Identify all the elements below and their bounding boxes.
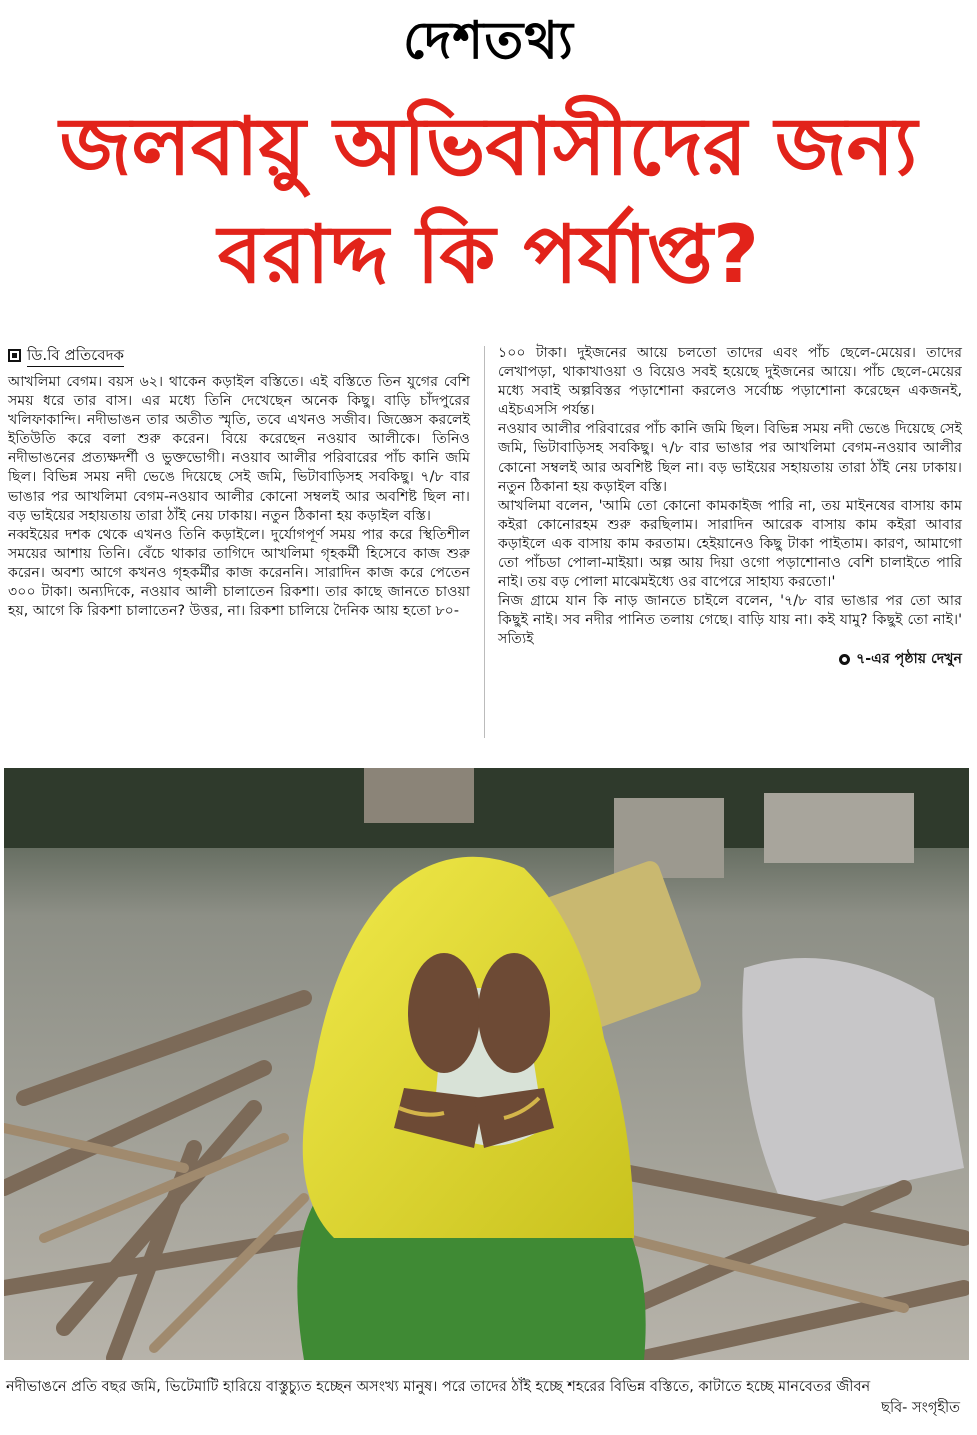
column-divider <box>484 346 485 738</box>
article-paragraph: ১০০ টাকা। দুইজনের আয়ে চলতো তাদের এবং পাঁচ ছেলে-মেয়ের। তাদের লেখাপড়া, থাকাখাওয়া ও বিয়েও সবই হয়েছে দুইজনের আয়ে। পাঁচ ছেলে-মেয়ের মধ্যে সবাই অল্পবিস্তর পড়াশোনা করলেও সর্বোচ্চ পড়াশোনা করেছেন একজনই, এইচএসসি পর্যন্ত। <box>498 345 962 419</box>
continue-circle-icon <box>839 654 850 665</box>
masthead: দেশতথ্য <box>403 10 574 71</box>
continued-text: ৭-এর পৃষ্ঠায় দেখুন <box>856 650 962 667</box>
article-paragraph: আখলিমা বলেন, 'আমি তো কোনো কামকাইজ পারি না, তয় মাইনষের বাসায় কাম কইরা কোনোরহম শুরু করছিলাম। সারাদিন আরেক বাসায় কাম কইরা আবার কড়াইলে এক বাসায় কাম করতাম। হেইয়ানেও কিছু টাকা পাইতাম। কারণ, আমাগো তো পাঁচডা পোলা-মাইয়া। অল্প আয় দিয়া ওগো পড়াশোনাও বেশি চালাইতে পারি নাই। তয় বড় পোলা মাঝেমইধ্যে ওর বাপেরে সাহায্য করতো।' <box>498 497 962 591</box>
byline <box>8 344 470 367</box>
headline-line-2: বরাদ্দ কি পর্যাপ্ত? <box>217 208 760 301</box>
article-paragraph: নিজ গ্রামে যান কি নাড় জানতে চাইলে বলেন, '৭/৮ বার ভাঙার পর তো আর কিছুই নাই। সব নদীর পানিত তলায় গেছে। বাড়ি যায় না। কই যামু? কিছুই তো নাই।' সত্যিই <box>498 593 962 648</box>
byline-author: ডি.বি প্রতিবেদক <box>27 344 124 367</box>
article-paragraph: আখলিমা বেগম। বয়স ৬২। থাকেন কড়াইল বস্তিতে। এই বস্তিতে তিন যুগের বেশি সময় ধরে তার বাস। এর মধ্যে তিনি দেখেছেন অনেক কিছু। বাড়ি চাঁদপুরের খলিফাকান্দি। নদীভাঙন তার অতীত স্মৃতি, তবে এখনও সজীব। জিজ্ঞেস করলেই ইতিউতি করে বলা শুরু করেন। বিয়ে করেছেন নওয়াব আলীকে। তিনিও নদীভাঙনের প্রত্যক্ষদর্শী ও ভুক্তভোগী। নওয়াব আলীর পরিবারের পাঁচ কানি জমি ছিল। বিভিন্ন সময় নদী ভেঙে দিয়েছে সেই জমি, ভিটাবাড়িসহ সবকিছু। ৭/৮ বার ভাঙার পর আখলিমা বেগম-নওয়াব আলীর কোনো সম্বলই আর অবশিষ্ট ছিল না। বড় ভাইয়ের সহায়তায় তারা ঠাঁই নেয় ঢাকায়। নতুন ঠিকানা হয় কড়াইল বস্তি। <box>8 374 470 524</box>
photo-caption <box>6 1377 964 1416</box>
caption-text: নদীভাঙনে প্রতি বছর জমি, ভিটেমাটি হারিয়ে বাস্তুচ্যুত হচ্ছেন অসংখ্য মানুষ। পরে তাদের ঠাঁই হচ্ছে শহরের বিভিন্ন বস্তিতে, কাটাতে হচ্ছে মানবেতর জীবন <box>6 1379 871 1395</box>
byline-bullet-icon <box>8 349 21 362</box>
continued-link[interactable] <box>498 650 962 669</box>
article-column-right <box>498 344 962 669</box>
news-photo <box>4 768 969 1360</box>
headline-line-1: জলবায়ু অভিবাসীদের জন্য <box>59 100 918 193</box>
woman-covering-face-photo-icon <box>4 768 969 1360</box>
photo-credit: ছবি- সংগৃহীত <box>881 1400 960 1416</box>
article-column-left <box>8 344 470 621</box>
article-paragraph: নওয়াব আলীর পরিবারের পাঁচ কানি জমি ছিল। বিভিন্ন সময় নদী ভেঙে দিয়েছে সেই জমি, ভিটাবাড়িসহ সবকিছু। ৭/৮ বার ভাঙার পর আখলিমা বেগম-নওয়াব আলীর কোনো সম্বলই আর অবশিষ্ট ছিল না। বড় ভাইয়ের সহায়তায় তারা ঠাঁই নেয় ঢাকায়। নতুন ঠিকানা হয় কড়াইল বস্তি। <box>498 421 962 495</box>
article-paragraph: নব্বইয়ের দশক থেকে এখনও তিনি কড়াইলে। দুর্যোগপূর্ণ সময় পার করে স্থিতিশীল সময়ের আশায় তিনি। বেঁচে থাকার তাগিদে আখলিমা গৃহকর্মী হিসেবে কাজ শুরু করেন। অবশ্য আগে কখনও গৃহকর্মীর কাজ করেননি। সারাদিন কাজ করে পেতেন ৩০০ টাকা। অন্যদিকে, নওয়াব আলী চালাতেন রিকশা। তার কাছে জানতে চাওয়া হয়, আগে কি রিকশা চালাতেন? উত্তর, না। রিকশা চালিয়ে দৈনিক আয় হতো ৮০- <box>8 526 470 620</box>
